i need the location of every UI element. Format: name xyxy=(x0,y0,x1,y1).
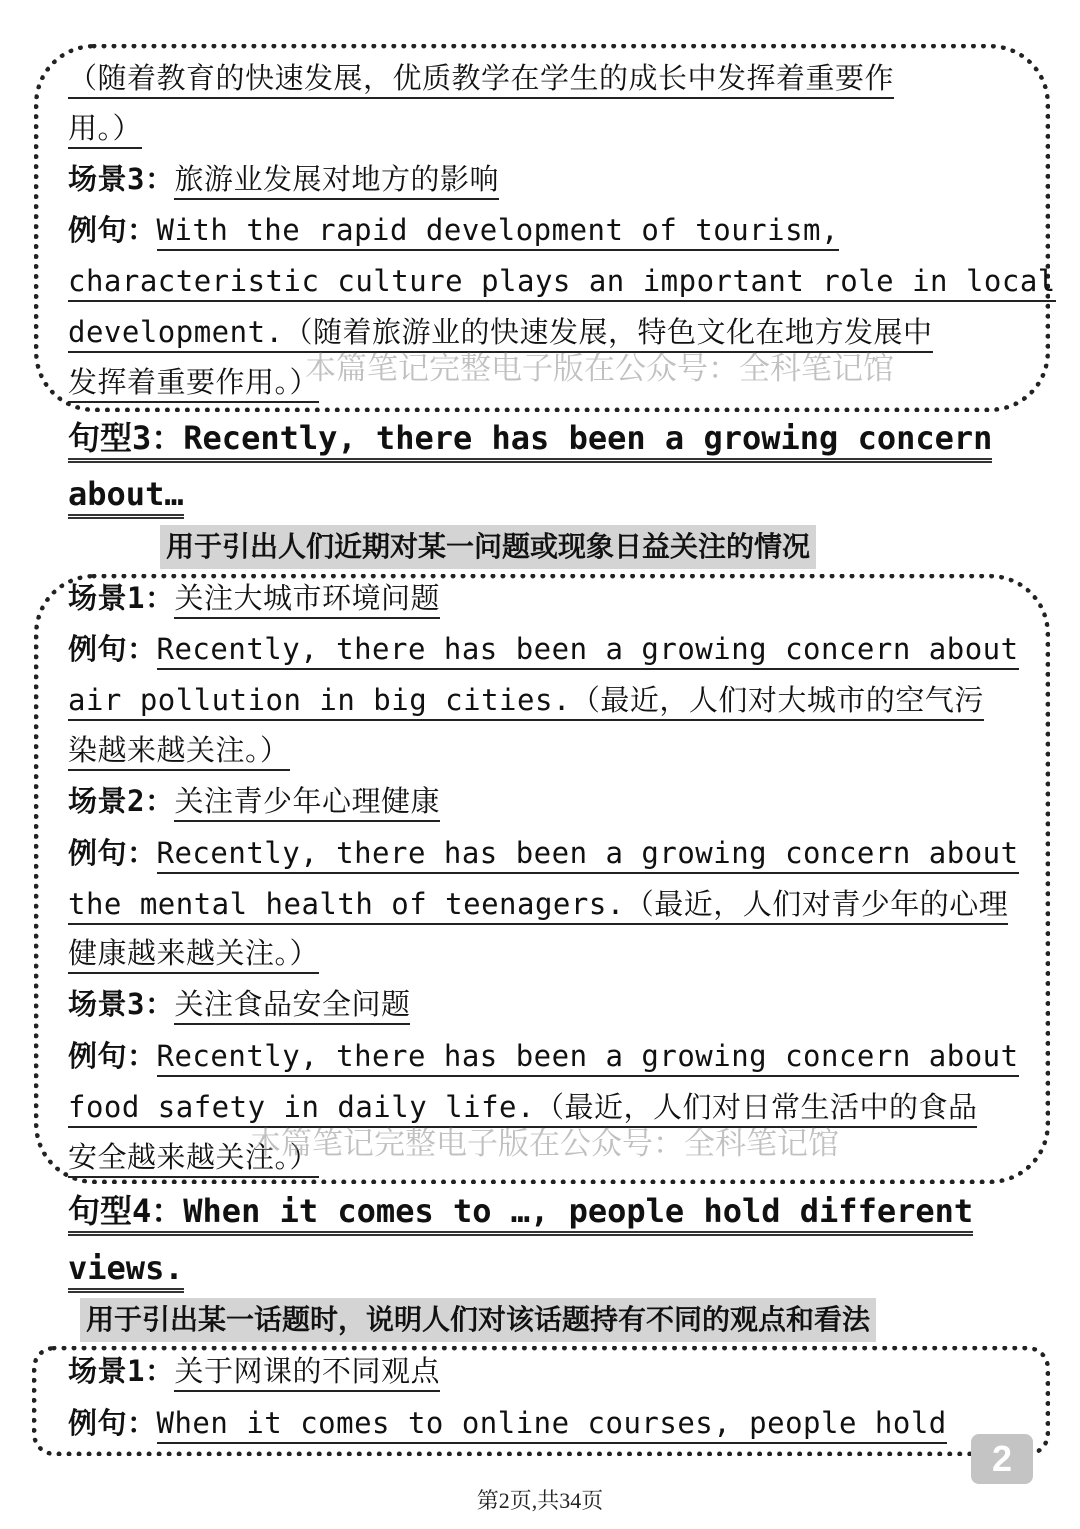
usage-banner: 用于引出某一话题时，说明人们对该话题持有不同的观点和看法 xyxy=(80,1298,876,1342)
watermark: 本篇笔记完整电子版在公众号：全科笔记馆 xyxy=(250,1126,839,1162)
example-line: 例句：When it comes to online courses, people hold xyxy=(68,1405,1010,1441)
pattern-heading: views. xyxy=(68,1248,184,1288)
example-line: 例句：Recently, there has been a growing concern about xyxy=(68,631,1010,667)
example-line: air pollution in big cities.（最近，人们对大城市的空气污 xyxy=(68,682,1010,718)
example-line: 健康越来越关注。） xyxy=(68,935,1010,971)
example-line: 染越来越关注。） xyxy=(68,732,1010,768)
example-line: development.（随着旅游业的快速发展，特色文化在地方发展中 xyxy=(68,314,1010,350)
example-line: 发挥着重要作用。） xyxy=(68,364,1010,400)
watermark: 本篇笔记完整电子版在公众号：全科笔记馆 xyxy=(305,351,894,387)
usage-banner: 用于引出人们近期对某一问题或现象日益关注的情况 xyxy=(160,525,816,569)
scene-heading: 场景1：关于网课的不同观点 xyxy=(68,1353,1010,1389)
example-line: characteristic culture plays an important role in local xyxy=(68,263,1010,299)
pattern-heading: 句型3：Recently, there has been a growing concern xyxy=(68,418,992,458)
pattern-heading: 句型4：When it comes to …, people hold different xyxy=(68,1191,973,1231)
translation-line: 用。） xyxy=(68,110,1010,146)
translation-line: （随着教育的快速发展，优质教学在学生的成长中发挥着重要作 xyxy=(68,60,1010,96)
scene-heading: 场景3：旅游业发展对地方的影响 xyxy=(68,161,1010,197)
scene-heading: 场景3：关注食品安全问题 xyxy=(68,986,1010,1022)
scene-heading: 场景1：关注大城市环境问题 xyxy=(68,580,1010,616)
example-line: 例句：With the rapid development of tourism, xyxy=(68,212,1010,248)
example-line: the mental health of teenagers.（最近，人们对青少年的心理 xyxy=(68,886,1010,922)
example-line: 例句：Recently, there has been a growing concern about xyxy=(68,1038,1010,1074)
example-line: 例句：Recently, there has been a growing concern about xyxy=(68,835,1010,871)
page-number-badge: 2 xyxy=(971,1434,1033,1484)
scene-heading: 场景2：关注青少年心理健康 xyxy=(68,783,1010,819)
page-footer: 第2页,共34页 xyxy=(476,1488,604,1513)
example-line: food safety in daily life.（最近，人们对日常生活中的食品 xyxy=(68,1089,1010,1125)
pattern-heading: about… xyxy=(68,474,184,514)
example-line: 安全越来越关注。） xyxy=(68,1139,1010,1175)
